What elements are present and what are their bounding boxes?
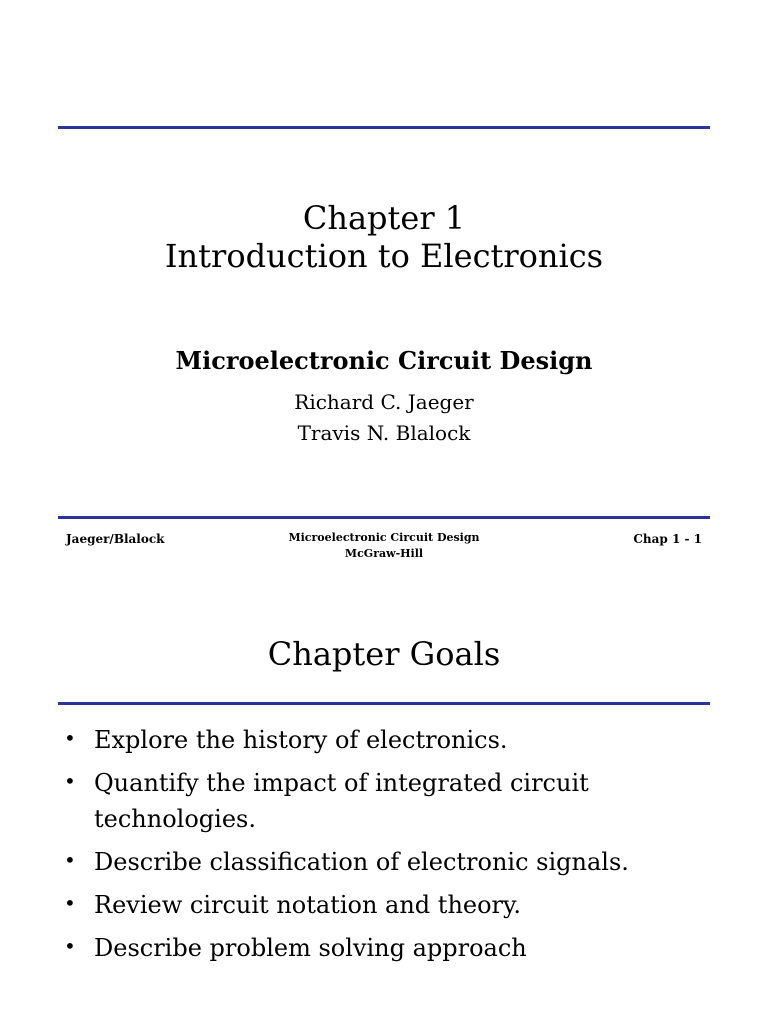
chapter-subtitle: Introduction to Electronics bbox=[164, 237, 604, 275]
goal-text: Review circuit notation and theory. bbox=[94, 891, 522, 919]
slide-title: Chapter Goals bbox=[267, 635, 501, 673]
goal-list-item bbox=[62, 722, 712, 758]
bullet-icon: • bbox=[64, 934, 76, 958]
goal-list-item bbox=[62, 765, 712, 837]
bullet-icon: • bbox=[64, 726, 76, 750]
goal-text: Explore the history of electronics. bbox=[94, 726, 508, 754]
goal-text: Describe classification of electronic signals. bbox=[94, 848, 629, 876]
top-divider-line bbox=[58, 126, 710, 129]
footer-page-number: Chap 1 - 1 bbox=[633, 532, 702, 546]
goal-list-item bbox=[62, 887, 712, 923]
book-title: Microelectronic Circuit Design bbox=[175, 346, 593, 375]
footer-divider-line bbox=[58, 516, 710, 519]
goal-text: Quantify the impact of integrated circuit technologies. bbox=[94, 769, 589, 833]
goal-list-item bbox=[62, 844, 712, 880]
goal-text: Describe problem solving approach bbox=[94, 934, 527, 962]
footer-authors: Jaeger/Blalock bbox=[66, 532, 165, 546]
bullet-icon: • bbox=[64, 891, 76, 915]
bullet-icon: • bbox=[64, 848, 76, 872]
footer-publisher: McGraw-Hill bbox=[344, 547, 424, 560]
goals-list bbox=[62, 722, 712, 973]
title-divider-line bbox=[58, 702, 710, 705]
author-name-2: Travis N. Blalock bbox=[297, 421, 471, 445]
author-name-1: Richard C. Jaeger bbox=[294, 390, 474, 414]
footer-book-title: Microelectronic Circuit Design bbox=[288, 531, 480, 544]
chapter-number-title: Chapter 1 bbox=[302, 199, 466, 237]
bullet-icon: • bbox=[64, 769, 76, 793]
goal-list-item bbox=[62, 930, 712, 966]
